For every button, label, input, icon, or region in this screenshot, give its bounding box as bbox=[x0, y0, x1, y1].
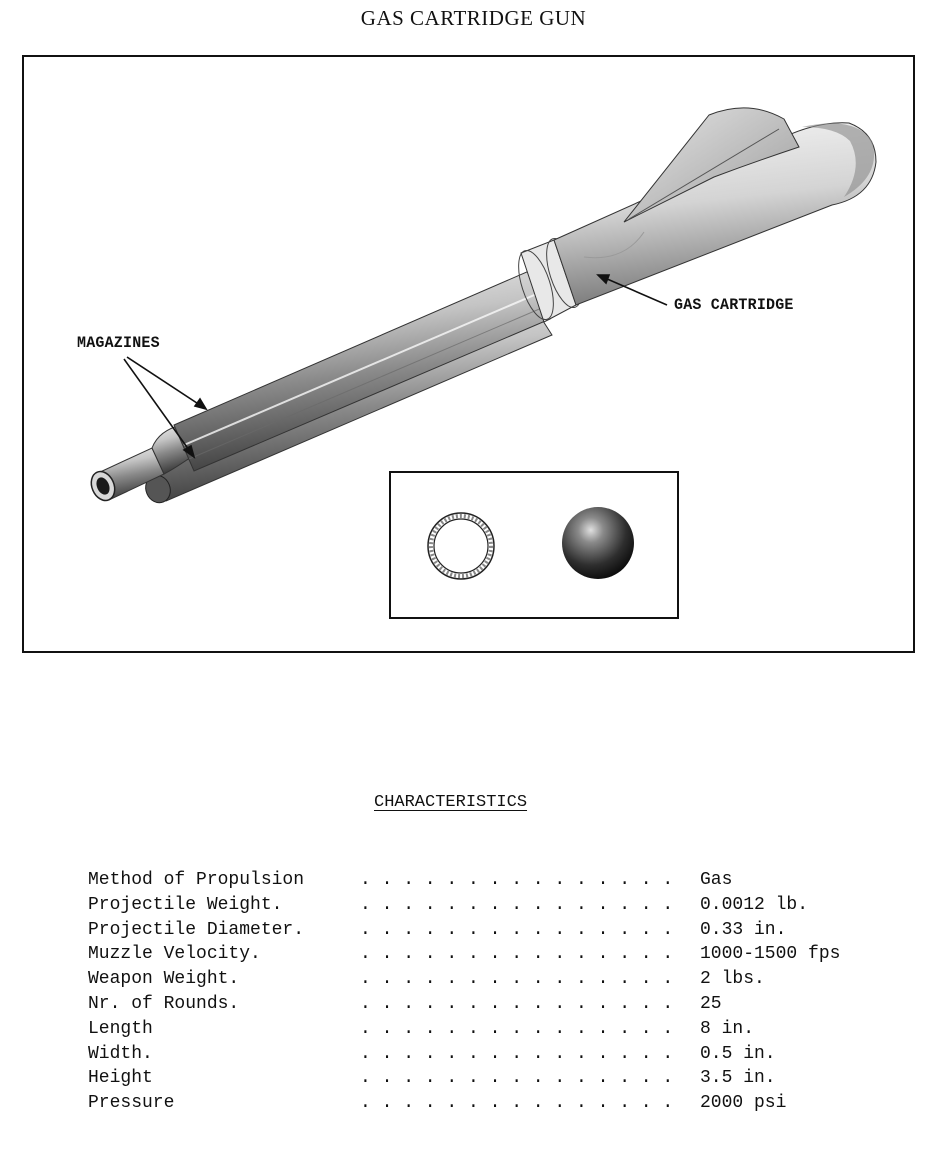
leader-dot: . bbox=[511, 993, 522, 1014]
leader-dot: . bbox=[468, 1043, 479, 1064]
spec-value: 3.5 in. bbox=[700, 1068, 776, 1089]
leader-dot: . bbox=[381, 944, 393, 965]
leader-dot: . bbox=[662, 1068, 674, 1089]
leader-dot: . bbox=[424, 870, 436, 890]
page-title: GAS CARTRIDGE GUN bbox=[360, 6, 587, 30]
leader-dot: . bbox=[532, 870, 544, 890]
leader-dot: . bbox=[532, 894, 544, 915]
leader-dot: . bbox=[532, 993, 544, 1014]
leader-dot: . bbox=[446, 870, 458, 890]
leader-dot: . bbox=[532, 1043, 544, 1064]
leader-dot: . bbox=[403, 919, 414, 940]
leader-dot: . bbox=[511, 1068, 522, 1089]
leader-dot: . bbox=[424, 969, 436, 990]
leader-dot: . bbox=[619, 1093, 630, 1114]
spec-row-height bbox=[88, 1066, 878, 1091]
leader-dot: . bbox=[381, 1068, 393, 1089]
leader-dot: . bbox=[446, 919, 458, 940]
leader-dot: . bbox=[446, 993, 458, 1014]
leader-dot: . bbox=[554, 993, 566, 1014]
characteristics-table bbox=[88, 868, 878, 1116]
magazines-arrow-upper bbox=[195, 399, 206, 409]
spec-label: Method of Propulsion bbox=[88, 870, 305, 890]
leader-dot: . bbox=[662, 1043, 674, 1064]
leader-dot: . bbox=[403, 894, 414, 915]
leader-dot: . bbox=[619, 919, 630, 940]
leader-dot: . bbox=[597, 1068, 609, 1089]
gas-cartridge-label: GAS CARTRIDGE bbox=[674, 296, 794, 315]
dot-leader bbox=[88, 967, 688, 992]
leader-dot: . bbox=[489, 894, 501, 915]
spec-row-pressure bbox=[88, 1091, 878, 1116]
projectile-inset bbox=[390, 472, 678, 618]
gun-illustration bbox=[24, 57, 913, 651]
leader-dot: . bbox=[403, 1068, 414, 1089]
leader-dot: . bbox=[640, 944, 652, 965]
spec-row-rounds bbox=[88, 992, 878, 1017]
leader-dot: . bbox=[554, 894, 566, 915]
leader-dot: . bbox=[403, 993, 414, 1014]
leader-dot: . bbox=[424, 1043, 436, 1064]
leader-dot: . bbox=[619, 969, 630, 990]
dot-leader bbox=[88, 1066, 688, 1091]
leader-dot: . bbox=[381, 969, 393, 990]
main-barrel bbox=[174, 271, 550, 471]
leader-dot: . bbox=[360, 1068, 371, 1089]
leader-dot: . bbox=[532, 1093, 544, 1114]
leader-dot: . bbox=[381, 1043, 393, 1064]
leader-dot: . bbox=[532, 919, 544, 940]
leader-dot: . bbox=[640, 870, 652, 890]
leader-dot: . bbox=[489, 1093, 501, 1114]
leader-dot: . bbox=[381, 894, 393, 915]
leader-dot: . bbox=[511, 1018, 522, 1039]
spec-value: 2000 psi bbox=[700, 1093, 787, 1114]
leader-dot: . bbox=[576, 894, 587, 915]
leader-dot: . bbox=[597, 894, 609, 915]
leader-dot: . bbox=[532, 969, 544, 990]
spec-label: Nr. of Rounds. bbox=[88, 993, 240, 1014]
leader-dot: . bbox=[403, 1093, 414, 1114]
leader-dot: . bbox=[640, 1068, 652, 1089]
leader-dot: . bbox=[468, 993, 479, 1014]
leader-dot: . bbox=[468, 1068, 479, 1089]
leader-dot: . bbox=[446, 1068, 458, 1089]
spec-value: 2 lbs. bbox=[700, 969, 765, 990]
leader-dot: . bbox=[360, 870, 371, 890]
leader-dot: . bbox=[554, 1093, 566, 1114]
leader-dot: . bbox=[532, 1068, 544, 1089]
leader-dot: . bbox=[446, 1043, 458, 1064]
characteristics-heading: CHARACTERISTICS bbox=[374, 793, 528, 812]
leader-dot: . bbox=[468, 969, 479, 990]
leader-dot: . bbox=[489, 944, 501, 965]
dot-leader bbox=[88, 942, 688, 967]
spec-value: 0.33 in. bbox=[700, 919, 787, 940]
leader-dot: . bbox=[360, 1043, 371, 1064]
leader-dot: . bbox=[554, 1018, 566, 1039]
leader-dot: . bbox=[619, 1043, 630, 1064]
leader-dot: . bbox=[662, 944, 674, 965]
leader-dot: . bbox=[597, 1018, 609, 1039]
leader-dot: . bbox=[662, 969, 674, 990]
leader-dot: . bbox=[662, 1018, 674, 1039]
spec-value: 0.5 in. bbox=[700, 1043, 776, 1064]
leader-dot: . bbox=[381, 993, 393, 1014]
spec-row-muzzle-velocity bbox=[88, 942, 878, 967]
leader-dot: . bbox=[619, 1018, 630, 1039]
leader-dot: . bbox=[360, 969, 371, 990]
leader-dot: . bbox=[360, 1018, 371, 1039]
leader-dot: . bbox=[619, 870, 630, 890]
spec-value: 1000-1500 fps bbox=[700, 944, 841, 965]
leader-dot: . bbox=[554, 1068, 566, 1089]
leader-dot: . bbox=[554, 919, 566, 940]
dot-leader bbox=[88, 992, 688, 1017]
spec-label: Height bbox=[88, 1068, 153, 1089]
leader-dot: . bbox=[511, 944, 522, 965]
leader-dot: . bbox=[360, 894, 371, 915]
spec-row-length bbox=[88, 1017, 878, 1042]
leader-dot: . bbox=[446, 944, 458, 965]
leader-dot: . bbox=[640, 1043, 652, 1064]
projectile-sphere bbox=[562, 507, 634, 579]
leader-dot: . bbox=[532, 1018, 544, 1039]
leader-dot: . bbox=[597, 944, 609, 965]
spec-row-projectile-weight bbox=[88, 893, 878, 918]
spec-label: Width. bbox=[88, 1043, 153, 1064]
leader-dot: . bbox=[403, 1043, 414, 1064]
leader-dot: . bbox=[554, 944, 566, 965]
leader-dot: . bbox=[576, 919, 587, 940]
leader-dot: . bbox=[576, 969, 587, 990]
leader-dot: . bbox=[424, 894, 436, 915]
leader-dot: . bbox=[381, 919, 393, 940]
leader-dot: . bbox=[424, 1018, 436, 1039]
leader-dot: . bbox=[511, 1043, 522, 1064]
dot-leader bbox=[88, 893, 688, 918]
leader-dot: . bbox=[576, 1068, 587, 1089]
leader-dot: . bbox=[511, 1093, 522, 1114]
spec-label: Weapon Weight. bbox=[88, 969, 240, 990]
leader-dot: . bbox=[381, 870, 393, 890]
dot-leader bbox=[88, 868, 688, 893]
leader-dot: . bbox=[489, 870, 501, 890]
spec-value: 25 bbox=[700, 993, 722, 1014]
spec-row-propulsion bbox=[88, 868, 878, 893]
leader-dot: . bbox=[468, 1018, 479, 1039]
leader-dot: . bbox=[662, 993, 674, 1014]
leader-dot: . bbox=[597, 1043, 609, 1064]
magazines-leader-upper bbox=[127, 357, 206, 409]
leader-dot: . bbox=[489, 1018, 501, 1039]
leader-dot: . bbox=[468, 919, 479, 940]
leader-dot: . bbox=[576, 993, 587, 1014]
leader-dot: . bbox=[619, 894, 630, 915]
leader-dot: . bbox=[619, 1068, 630, 1089]
leader-dot: . bbox=[597, 1093, 609, 1114]
leader-dot: . bbox=[360, 944, 371, 965]
leader-dot: . bbox=[468, 1093, 479, 1114]
spec-label: Muzzle Velocity. bbox=[88, 944, 261, 965]
dot-leader bbox=[88, 1091, 688, 1116]
leader-dot: . bbox=[511, 870, 522, 890]
spec-value: Gas bbox=[700, 870, 733, 890]
leader-dot: . bbox=[381, 1093, 393, 1114]
leader-dot: . bbox=[424, 993, 436, 1014]
leader-dot: . bbox=[576, 1018, 587, 1039]
leader-dot: . bbox=[554, 969, 566, 990]
leader-dot: . bbox=[640, 969, 652, 990]
figure-frame bbox=[22, 55, 915, 653]
spec-label: Projectile Diameter. bbox=[88, 919, 305, 940]
leader-dot: . bbox=[662, 870, 674, 890]
leader-dot: . bbox=[511, 894, 522, 915]
leader-dot: . bbox=[403, 944, 414, 965]
spec-label: Length bbox=[88, 1018, 153, 1039]
leader-dot: . bbox=[424, 1093, 436, 1114]
dot-leader bbox=[88, 918, 688, 943]
leader-dot: . bbox=[468, 944, 479, 965]
leader-dot: . bbox=[662, 1093, 674, 1114]
leader-dot: . bbox=[446, 969, 458, 990]
magazines-label: MAGAZINES bbox=[77, 334, 160, 353]
leader-dot: . bbox=[511, 919, 522, 940]
leader-dot: . bbox=[446, 1018, 458, 1039]
leader-dot: . bbox=[640, 894, 652, 915]
leader-dot: . bbox=[424, 919, 436, 940]
leader-dot: . bbox=[554, 870, 566, 890]
leader-dot: . bbox=[360, 919, 371, 940]
leader-dot: . bbox=[662, 919, 674, 940]
leader-dot: . bbox=[489, 1068, 501, 1089]
leader-dot: . bbox=[597, 870, 609, 890]
leader-dot: . bbox=[619, 993, 630, 1014]
leader-dot: . bbox=[489, 919, 501, 940]
spec-row-width bbox=[88, 1042, 878, 1067]
projectile-cross-section bbox=[428, 513, 494, 579]
leader-dot: . bbox=[640, 919, 652, 940]
leader-dot: . bbox=[576, 870, 587, 890]
leader-dot: . bbox=[360, 993, 371, 1014]
spec-row-projectile-diameter bbox=[88, 918, 878, 943]
leader-dot: . bbox=[489, 969, 501, 990]
leader-dot: . bbox=[640, 1093, 652, 1114]
leader-dot: . bbox=[403, 1018, 414, 1039]
leader-dot: . bbox=[468, 894, 479, 915]
leader-dot: . bbox=[468, 870, 479, 890]
leader-dot: . bbox=[597, 993, 609, 1014]
leader-dot: . bbox=[403, 969, 414, 990]
leader-dot: . bbox=[576, 1043, 587, 1064]
leader-dot: . bbox=[640, 993, 652, 1014]
leader-dot: . bbox=[360, 1093, 371, 1114]
leader-dot: . bbox=[489, 993, 501, 1014]
dot-leader bbox=[88, 1017, 688, 1042]
leader-dot: . bbox=[662, 894, 674, 915]
spec-label: Projectile Weight. bbox=[88, 894, 283, 915]
spec-row-weapon-weight bbox=[88, 967, 878, 992]
leader-dot: . bbox=[597, 919, 609, 940]
leader-dot: . bbox=[576, 944, 587, 965]
leader-dot: . bbox=[554, 1043, 566, 1064]
leader-dot: . bbox=[619, 944, 630, 965]
leader-dot: . bbox=[511, 969, 522, 990]
leader-dot: . bbox=[640, 1018, 652, 1039]
leader-dot: . bbox=[403, 870, 414, 890]
leader-dot: . bbox=[446, 894, 458, 915]
leader-dot: . bbox=[381, 1018, 393, 1039]
spec-label: Pressure bbox=[88, 1093, 175, 1114]
leader-dot: . bbox=[576, 1093, 587, 1114]
spec-value: 0.0012 lb. bbox=[700, 894, 809, 915]
spec-value: 8 in. bbox=[700, 1018, 755, 1039]
leader-dot: . bbox=[532, 944, 544, 965]
dot-leader bbox=[88, 1042, 688, 1067]
leader-dot: . bbox=[424, 944, 436, 965]
leader-dot: . bbox=[489, 1043, 501, 1064]
leader-dot: . bbox=[424, 1068, 436, 1089]
leader-dot: . bbox=[597, 969, 609, 990]
leader-dot: . bbox=[446, 1093, 458, 1114]
